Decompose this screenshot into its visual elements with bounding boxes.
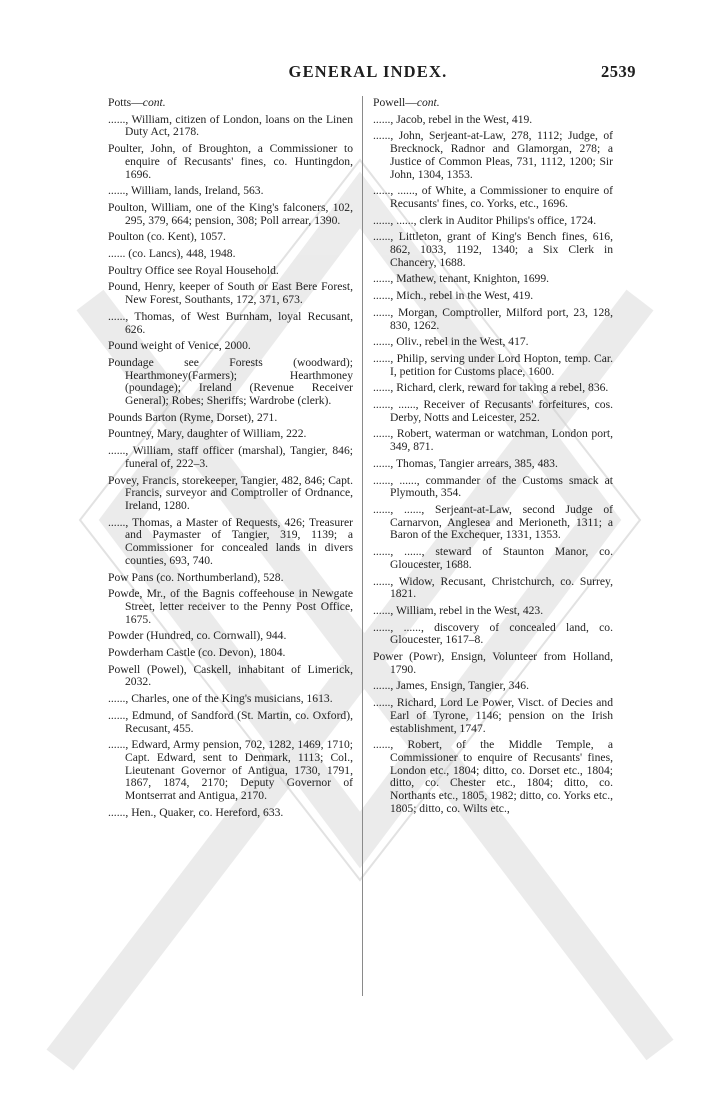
index-entry: ......, Oliv., rebel in the West, 417.: [373, 335, 529, 349]
index-entry: Powell (Powel), Caskell, inhabitant of Limerick, 2032.: [108, 662, 353, 689]
index-entry: ......, Morgan, Comptroller, Milford port, 23, 128, 830, 1262.: [373, 305, 613, 332]
page-number: 2539: [601, 62, 636, 81]
index-entry: ...... (co. Lancs), 448, 1948.: [108, 247, 236, 261]
index-entry: Powder (Hundred, co. Cornwall), 944.: [108, 629, 287, 643]
index-entry: ......, ......, clerk in Auditor Philips's office, 1724.: [373, 213, 597, 227]
index-entry: ......, Richard, Lord Le Power, Visct. of Decies and Earl of Tyrone, 1146; pension on the Irish establishment, 1747.: [373, 696, 613, 735]
index-entry: ......, William, rebel in the West, 423.: [373, 603, 544, 617]
index-entry: ......, ......, of White, a Commissioner to enquire of Recusants' fines, co. Yorks, etc., 1696.: [373, 184, 613, 210]
index-entry: Pow Pans (co. Northumberland), 528.: [108, 570, 284, 584]
index-entry: ......, James, Ensign, Tangier, 346.: [373, 679, 529, 693]
index-entry: Pound weight of Venice, 2000.: [108, 339, 251, 353]
index-entry: ......, Hen., Quaker, co. Hereford, 633.: [108, 805, 284, 819]
index-entry: ......, Robert, waterman or watchman, London port, 349, 871.: [373, 427, 613, 454]
index-entry: ......, ......, commander of the Customs smack at Plymouth, 354.: [373, 473, 613, 500]
index-entry: Pountney, Mary, daughter of William, 222.: [108, 427, 307, 441]
index-entry: Poulton, William, one of the King's falconers, 102, 295, 379, 664; pension, 308; Poll arrear, 1390.: [108, 200, 353, 227]
right-entry-list: [373, 114, 613, 816]
index-entry: ......, ......, discovery of concealed land, co. Gloucester, 1617–8.: [373, 620, 613, 647]
index-entry: Pounds Barton (Ryme, Dorset), 271.: [108, 410, 278, 424]
index-entry: ......, Edward, Army pension, 702, 1282, 1469, 1710; Capt. Edward, sent to Denmark, 1113; Col., Lieutenant Governor of Antigua, 1730, 1791, 1867, 1874, 2170; Deputy Governor of Montserrat and Antigua, 2170.: [108, 738, 353, 803]
index-entry: ......, Edmund, of Sandford (St. Martin, co. Oxford), Recusant, 455.: [108, 708, 353, 735]
index-entry: Powde, Mr., of the Bagnis coffeehouse in Newgate Street, letter receiver to the Penny Post Office, 1675.: [108, 587, 353, 626]
index-entry: ......, ......, Serjeant-at-Law, second Judge of Carnarvon, Anglesea and Merioneth, 1311; a Baron of the Exchequer, 1331, 1353.: [373, 502, 613, 542]
index-entry: ......, Thomas, Tangier arrears, 385, 483.: [373, 456, 558, 470]
page-header: [108, 62, 636, 86]
index-entry: ......, Jacob, rebel in the West, 419.: [373, 112, 533, 126]
index-entry: Poundage see Forests (woodward); Hearthmoney(Farmers); Hearthmoney (poundage); Ireland (Revenue Receiver General); Robes; Sheriffs; Wardrobe (clerk).: [108, 355, 353, 408]
right-column-heading: [373, 97, 613, 110]
heading-name: Powell—: [373, 96, 417, 109]
left-entry-list: [108, 114, 353, 820]
index-entry: ......, Robert, of the Middle Temple, a Commissioner to enquire of Recusants' fines, London etc., 1804; ditto, co. Dorset etc., 1804; ditto, co. Chester etc., 1804; ditto, co. Northants etc., 1805, 1982; ditto, co. Yorks etc., 1805; ditto, co. Wilts etc.,: [373, 738, 613, 815]
index-entry: ......, Mathew, tenant, Knighton, 1699.: [373, 272, 550, 286]
index-entry: ......, Thomas, of West Burnham, loyal Recusant, 626.: [108, 309, 353, 336]
index-entry: Poultry Office see Royal Household.: [108, 263, 279, 277]
index-entry: ......, William, staff officer (marshal), Tangier, 846; funeral of, 222–3.: [108, 444, 353, 470]
index-entry: Poulton (co. Kent), 1057.: [108, 230, 226, 244]
index-entry: ......, Widow, Recusant, Christchurch, co. Surrey, 1821.: [373, 574, 613, 601]
index-entry: Poulter, John, of Broughton, a Commissioner to enquire of Recusants' fines, co. Huntingdon, 1696.: [108, 142, 353, 181]
index-entry: ......, Philip, serving under Lord Hopton, temp. Car. I, petition for Customs place, 1600.: [373, 351, 613, 378]
page-title: GENERAL INDEX.: [288, 62, 448, 81]
left-column-heading: [108, 97, 353, 110]
column-divider: [362, 96, 363, 996]
index-entry: Powderham Castle (co. Devon), 1804.: [108, 646, 286, 660]
index-entry: ......, ......, steward of Staunton Manor, co. Gloucester, 1688.: [373, 545, 613, 571]
left-column: [108, 97, 353, 823]
index-entry: ......, Thomas, a Master of Requests, 426; Treasurer and Paymaster of Tangier, 319, 1139; a Commissioner for concealed lands in divers counties, 693, 740.: [108, 515, 353, 567]
heading-cont: cont.: [416, 96, 440, 109]
index-entry: ......, William, lands, Ireland, 563.: [108, 184, 264, 198]
index-entry: ......, Littleton, grant of King's Bench fines, 616, 862, 1033, 1192, 1340; a Six Clerk in Chancery, 1688.: [373, 230, 613, 269]
index-entry: ......, Richard, clerk, reward for taking a rebel, 836.: [373, 381, 609, 395]
index-entry: ......, Charles, one of the King's musicians, 1613.: [108, 692, 333, 706]
heading-name: Potts—: [108, 96, 143, 109]
index-entry: ......, John, Serjeant-at-Law, 278, 1112; Judge, of Brecknock, Radnor and Glamorgan, 278; a Justice of Common Pleas, 731, 1112, 1200; Sir John, 1304, 1353.: [373, 129, 613, 181]
heading-cont: cont.: [142, 96, 166, 109]
index-entry: Power (Powr), Ensign, Volunteer from Holland, 1790.: [373, 650, 613, 676]
right-column: [373, 97, 613, 819]
index-entry: Povey, Francis, storekeeper, Tangier, 482, 846; Capt. Francis, surveyor and Comptroller of Ordnance, Ireland, 1280.: [108, 473, 353, 512]
index-entry: ......, William, citizen of London, loans on the Linen Duty Act, 2178.: [108, 112, 353, 139]
index-entry: Pound, Henry, keeper of South or East Bere Forest, New Forest, Southants, 172, 371, 673.: [108, 280, 353, 307]
index-entry: ......, Mich., rebel in the West, 419.: [373, 289, 534, 303]
index-entry: ......, ......, Receiver of Recusants' forfeitures, cos. Derby, Notts and Leicester, 252.: [373, 398, 613, 424]
